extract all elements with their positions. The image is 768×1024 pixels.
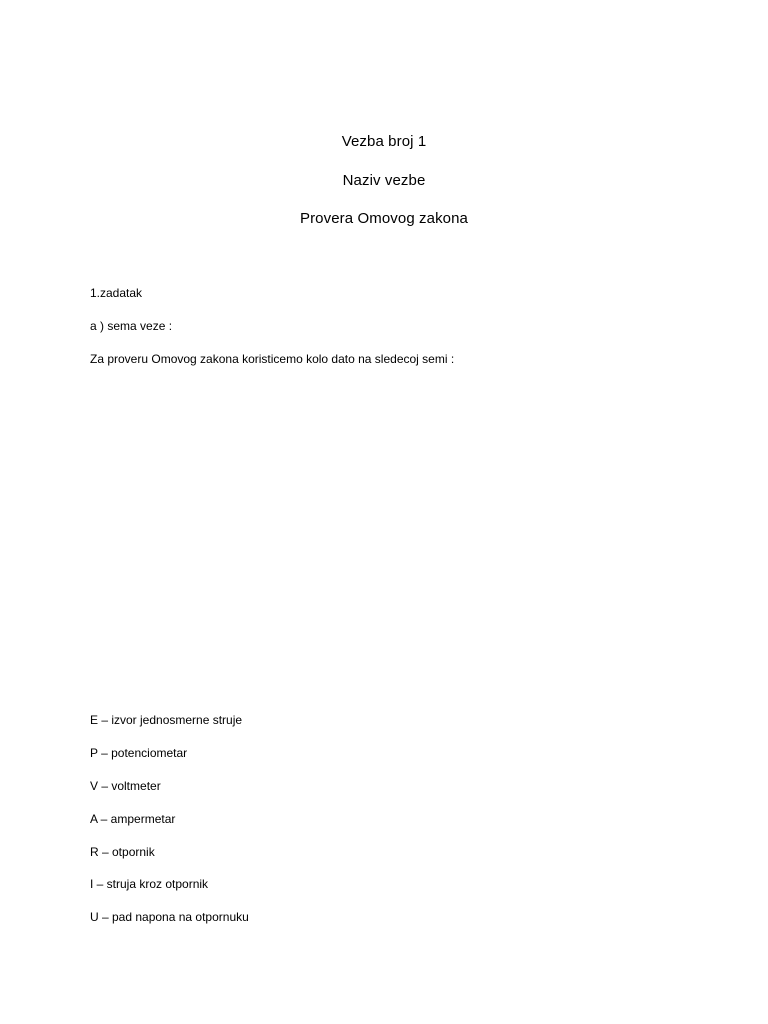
exercise-name-label: Naziv vezbe [342,172,426,189]
legend-item-u: U – pad napona na otpornuku [90,910,249,924]
exercise-number-title: Vezba broj 1 [341,133,427,150]
exercise-topic-title: Provera Omovog zakona [299,210,468,227]
legend-item-e: E – izvor jednosmerne struje [90,713,243,727]
legend-item-a: A – ampermetar [90,812,176,826]
circuit-diagram-area [90,380,678,700]
legend-item-i: I – struja kroz otpornik [90,877,209,891]
intro-paragraph: Za proveru Omovog zakona koristicemo kolo dato na sledecoj semi : [90,352,455,366]
legend-item-p: P – potenciometar [90,746,188,760]
legend-item-v: V – voltmeter [90,779,161,793]
subsection-heading: a ) sema veze : [90,319,173,333]
task-heading: 1.zadatak [90,286,143,300]
legend-item-r: R – otpornik [90,845,155,859]
